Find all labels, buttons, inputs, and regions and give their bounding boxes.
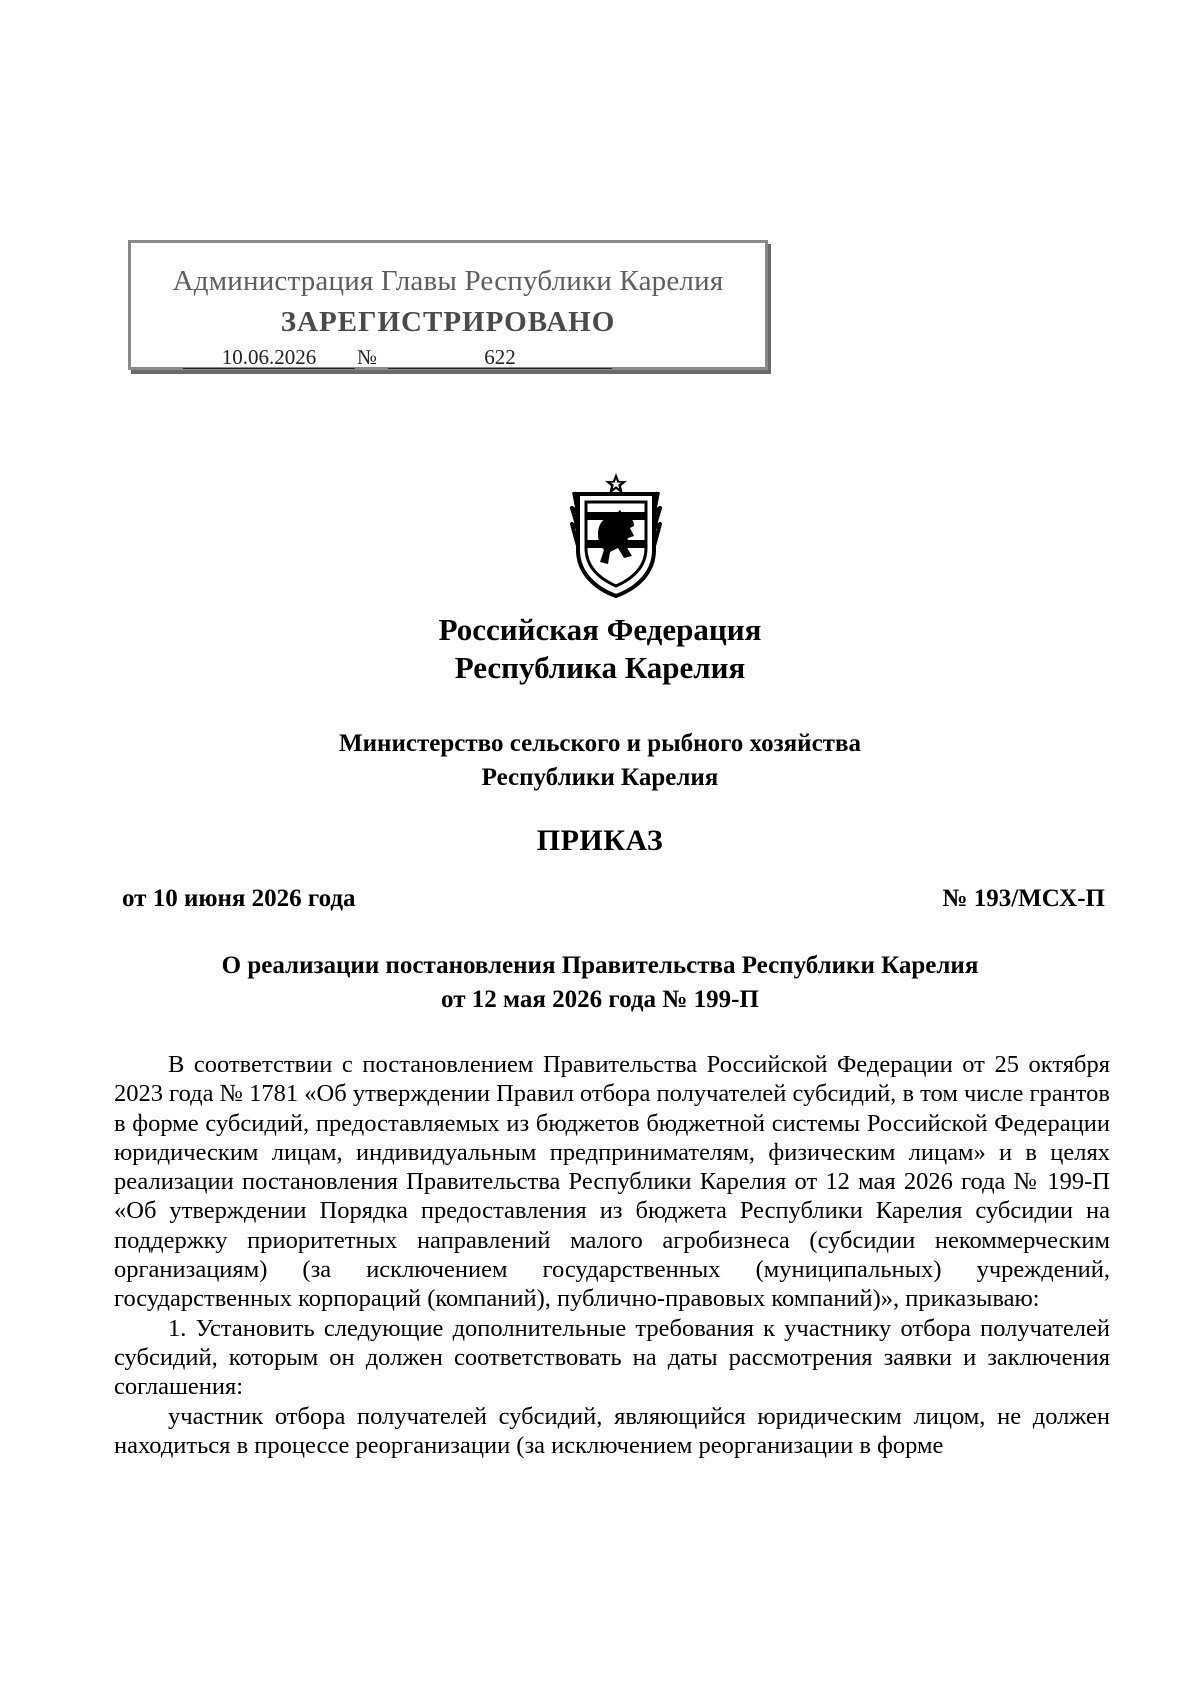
body-paragraph-requirement: участник отбора получателей субсидий, являющийся юридическим лицом, не должен находиться в процессе реорганизации (за исключением реорганизации в форме — [114, 1402, 1110, 1459]
coat-of-arms-icon — [568, 472, 664, 600]
body-paragraph-item-1: 1. Установить следующие дополнительные требования к участнику отбора получателей субсидий, которым он должен соответствовать на даты рассмотрения заявки и заключения соглашения: — [114, 1314, 1110, 1401]
stamp-authority: Администрация Главы Республики Карелия — [172, 265, 724, 297]
ministry-name-line2: Республики Карелия — [481, 764, 719, 791]
order-date: от 10 июня 2026 года — [122, 885, 356, 912]
registration-stamp — [128, 240, 768, 370]
order-number: № 193/МСХ-П — [942, 885, 1105, 912]
republic-name: Республика Карелия — [454, 650, 746, 685]
stamp-registered-label: ЗАРЕГИСТРИРОВАНО — [280, 306, 616, 338]
ministry-name-line1: Министерство сельского и рыбного хозяйства — [339, 730, 861, 757]
order-title-line1: О реализации постановления Правительства Республики Карелия — [221, 952, 979, 979]
document-type: ПРИКАЗ — [536, 824, 664, 857]
order-title-line2: от 12 мая 2026 года № 199-П — [441, 986, 759, 1013]
stamp-number: 622 — [388, 347, 612, 369]
star-icon — [605, 473, 627, 494]
body-paragraph-preamble: В соответствии с постановлением Правительства Российской Федерации от 25 октября 2023 года № 1781 «Об утверждении Правил отбора получателей субсидий, в том числе грантов в форме субсидий, предоставляемых из бюджетов бюджетной системы Российской Федерации юридическим лицам, индивидуальным предпринимателям, физическим лицам» и в целях реализации постановления Правительства Республики Карелия от 12 мая 2026 года № 199-П «Об утверждении Порядка предоставления из бюджета Республики Карелия субсидии на поддержку приоритетных направлений малого агробизнеса (субсидии некоммерческим организациям) (за исключением государственных (муниципальных) учреждений, государственных корпораций (компаний), публично-правовых компаний)», приказываю: — [114, 1051, 1110, 1313]
order-body — [114, 1050, 1110, 1460]
country-name: Российская Федерация — [438, 612, 762, 647]
stamp-date: 10.06.2026 — [183, 347, 355, 369]
stamp-number-sign: № — [357, 345, 378, 369]
